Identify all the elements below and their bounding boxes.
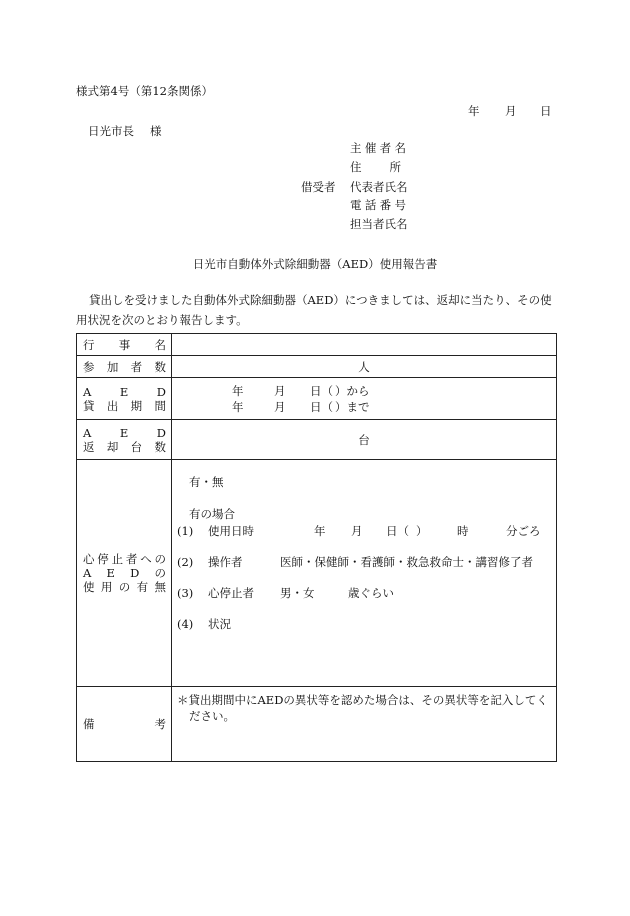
form-number: 様式第4号（第12条関係） [76,84,213,98]
return-count-row [77,420,557,460]
participants-unit: 人 [358,359,370,374]
usage-item1-day: 日（ [386,524,409,538]
loan-period-label-line1: A E D [83,384,166,399]
usage-label-cell [77,460,172,687]
date-year-label: 年 [468,104,480,118]
address-label [350,160,429,174]
usage-item3-label: 心停止者 [208,586,254,600]
loan-to-month: 月 [274,399,286,414]
address-label-text: 住所 [350,160,429,174]
usage-value-cell[interactable] [172,460,557,687]
loan-from-day: 日（ [310,383,333,398]
addressee-honorific: 様 [150,124,162,138]
event-row [77,334,557,356]
borrower-label: 借受者 [301,180,336,194]
loan-to-year: 年 [232,399,244,414]
representative-name-label: 代表者氏名 [350,180,408,194]
loan-from-month: 月 [274,383,286,398]
participants-value-cell[interactable] [172,356,557,378]
remarks-label: 備 考 [83,717,166,731]
loan-period-row [77,378,557,420]
loan-to-day: 日（ [310,399,333,414]
usage-item4-number: (4) [177,617,194,631]
usage-item1-minute: 分ごろ [506,524,541,538]
remarks-label-cell [77,687,172,762]
event-value-cell[interactable] [172,334,557,356]
return-count-label-line1: A E D [83,425,166,440]
usage-item3-gender[interactable]: 男・女 [280,586,315,600]
usage-item1-close: ） [416,524,428,538]
usage-row [77,460,557,687]
return-count-label-cell [77,420,172,460]
usage-item2-number: (2) [177,555,194,569]
return-count-unit: 台 [358,432,370,447]
usage-item3-age: 歳ぐらい [348,586,394,600]
participants-label: 参 加 者 数 [83,359,166,374]
addressee-name: 日光市長 [88,124,134,138]
usage-label-line3: 使 用 の 有 無 [83,580,166,594]
loan-period-label-line2: 貸 出 期 間 [83,398,166,413]
loan-period-value-cell[interactable] [172,378,557,420]
event-label: 行 事 名 [83,337,166,352]
intro-line-2: 用状況を次のとおり報告します。 [76,313,248,327]
usage-label-line1: 心 停 止 者 へ の [83,552,166,566]
loan-from-year: 年 [232,383,244,398]
return-count-value-cell[interactable] [172,420,557,460]
participants-label-cell [77,356,172,378]
report-table [76,333,557,762]
usage-item1-number: (1) [177,524,194,538]
organizer-name-label: 主 催 者 名 [350,141,406,155]
usage-item2-label: 操作者 [208,555,243,569]
loan-to-close: ）まで [335,399,370,414]
date-month-label: 月 [505,104,517,118]
usage-item1-label: 使用日時 [208,524,254,538]
loan-from-close: ）から [335,383,370,398]
loan-period-label-cell [77,378,172,420]
usage-if-yes: 有の場合 [189,507,235,521]
usage-item1-month: 月 [351,524,363,538]
event-label-cell [77,334,172,356]
document-title: 日光市自動体外式除細動器（AED）使用報告書 [192,257,438,271]
return-count-label-line2: 返 却 台 数 [83,439,166,454]
usage-item1-hour: 時 [457,524,469,538]
remarks-row [77,687,557,762]
usage-item4-label: 状況 [208,617,231,631]
remarks-value-cell[interactable] [172,687,557,762]
usage-label-line2: A E D の [83,566,166,580]
remarks-note-line1: ＊貸出期間中にAEDの異状等を認めた場合は、その異状等を記入してく [177,693,548,707]
intro-line-1: 貸出しを受けました自動体外式除細動器（AED）につきましては、返却に当たり、その使 [89,293,552,307]
usage-item3-number: (3) [177,586,194,600]
phone-number-label: 電 話 番 号 [350,198,406,212]
usage-item1-year: 年 [314,524,326,538]
usage-yes-no[interactable]: 有・無 [189,475,224,489]
remarks-note-line2: ださい。 [189,709,235,723]
date-day-label: 日 [540,104,552,118]
participants-row [77,356,557,378]
usage-item2-value[interactable]: 医師・保健師・看護師・救急救命士・講習修了者 [280,555,533,569]
contact-person-label: 担当者氏名 [350,217,408,231]
